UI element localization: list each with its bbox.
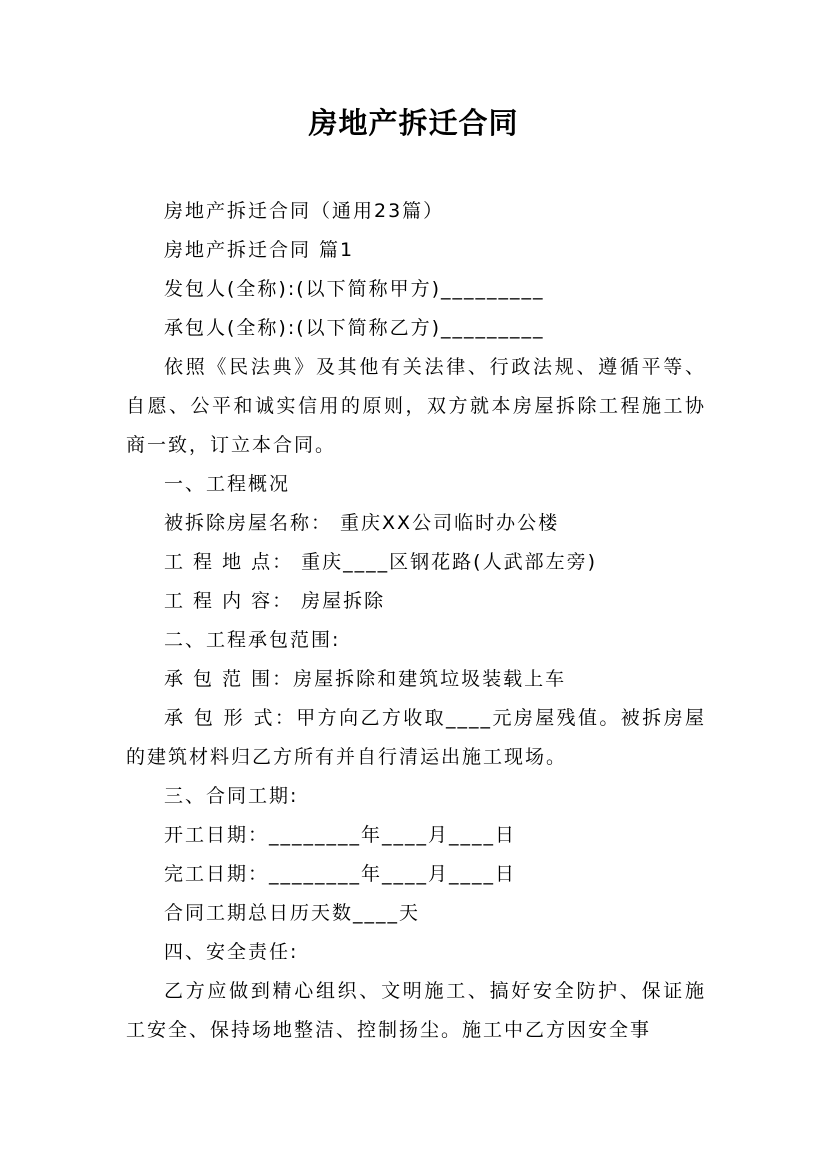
paragraph-party-b: 承包人(全称):(以下简称乙方)_________ — [164, 317, 545, 339]
paragraph-building-name: 被拆除房屋名称： 重庆XX公司临时办公楼 — [164, 512, 560, 534]
section-heading-scope: 二、工程承包范围: — [164, 629, 341, 651]
section-heading-overview: 一、工程概况 — [164, 473, 291, 495]
paragraph-preamble: 依照《民法典》及其他有关法律、行政法规、遵循平等、自愿、公平和诚实信用的原则，双方就本房屋拆除工程施工协商一致，订立本合同。 — [126, 356, 706, 456]
paragraph-total-days: 合同工期总日历天数____天 — [164, 902, 421, 924]
section-heading-period: 三、合同工期: — [164, 785, 299, 807]
document-body — [126, 192, 706, 1050]
paragraph-end-date: 完工日期：________年____月____日 — [164, 863, 517, 885]
section-heading-safety: 四、安全责任: — [164, 941, 299, 963]
paragraph-project-location: 工 程 地 点： 重庆____区钢花路(人武部左旁) — [164, 551, 597, 573]
paragraph-party-a: 发包人(全称):(以下简称甲方)_________ — [164, 278, 545, 300]
document-title: 房地产拆迁合同 — [308, 106, 519, 140]
paragraph-project-content: 工 程 内 容： 房屋拆除 — [164, 590, 386, 612]
paragraph-heading-part1: 房地产拆迁合同 篇1 — [164, 239, 355, 261]
paragraph-heading-collection: 房地产拆迁合同（通用23篇） — [164, 200, 445, 222]
paragraph-start-date: 开工日期：________年____月____日 — [164, 824, 517, 846]
paragraph-contract-form: 承 包 形 式：甲方向乙方收取____元房屋残值。被拆房屋的建筑材料归乙方所有并自行清运出施工现场。 — [126, 707, 706, 768]
paragraph-safety: 乙方应做到精心组织、文明施工、搞好安全防护、保证施工安全、保持场地整洁、控制扬尘。施工中乙方因安全事 — [126, 980, 706, 1041]
paragraph-scope: 承 包 范 围：房屋拆除和建筑垃圾装载上车 — [164, 668, 567, 690]
